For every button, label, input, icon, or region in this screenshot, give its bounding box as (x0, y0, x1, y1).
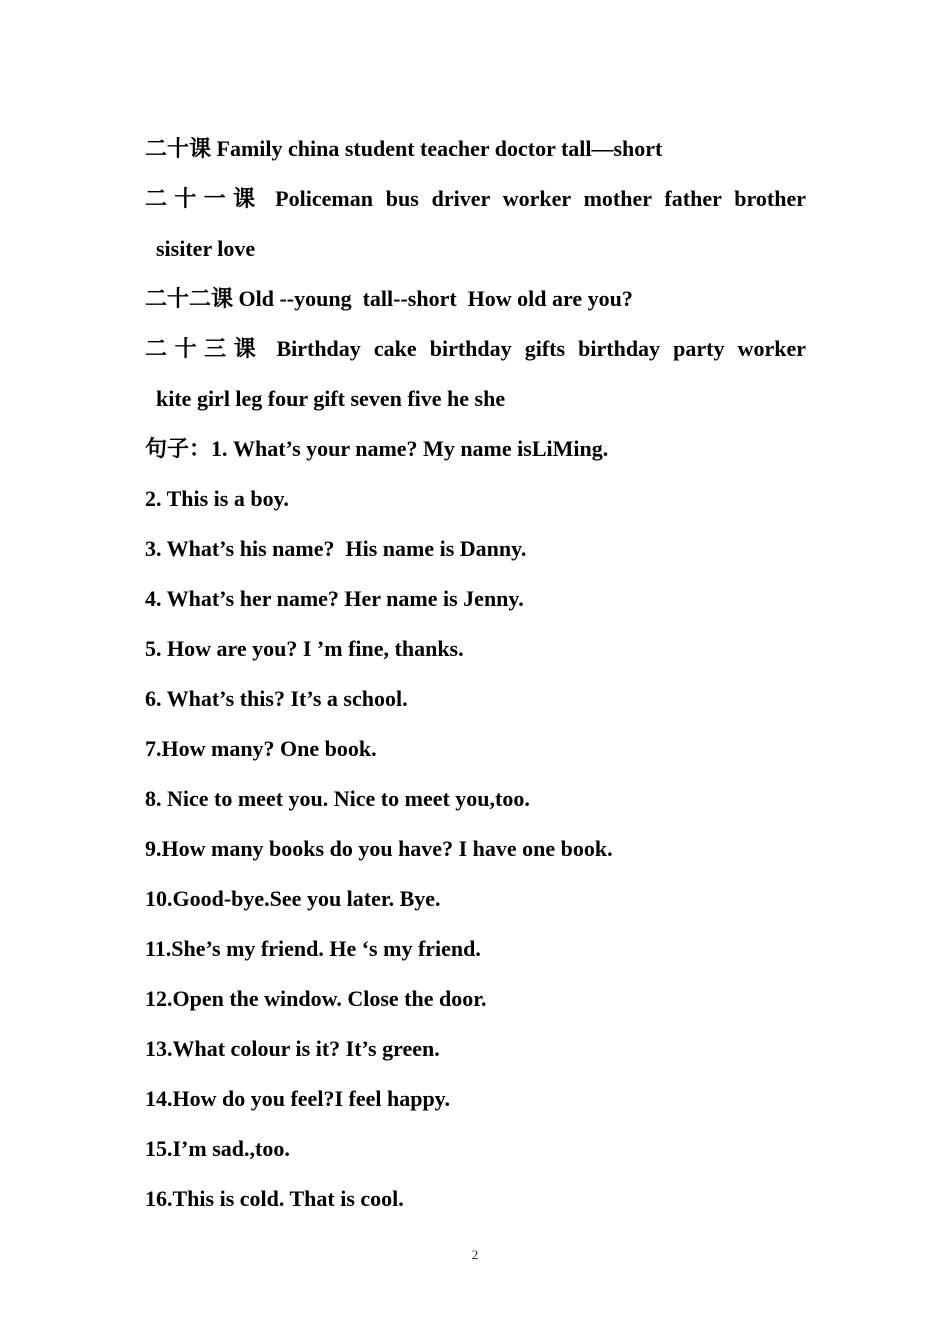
lesson-21-line: 二十一课 Policeman bus driver worker mother father brother (145, 186, 806, 211)
page-number: 2 (471, 1247, 479, 1262)
sentence-4: 4. What’s her name? Her name is Jenny. (145, 586, 524, 611)
lesson-21-continuation: sisiter love (156, 236, 256, 261)
sentence-7: 7.How many? One book. (145, 736, 377, 761)
sentence-16: 16.This is cold. That is cool. (145, 1186, 404, 1211)
sentence-2: 2. This is a boy. (145, 486, 289, 511)
sentence-8: 8. Nice to meet you. Nice to meet you,too. (145, 786, 530, 811)
page-content (145, 124, 806, 1224)
lesson-23-line: 二十三课 Birthday cake birthday gifts birthday party worker (145, 336, 806, 361)
sentence-9: 9.How many books do you have? I have one book. (145, 836, 613, 861)
lesson-20-line: 二十课 Family china student teacher doctor tall—short (145, 136, 663, 161)
sentence-10: 10.Good-bye.See you later. Bye. (145, 886, 441, 911)
sentence-14: 14.How do you feel?I feel happy. (145, 1086, 450, 1111)
sentence-15: 15.I’m sad.,too. (145, 1136, 290, 1161)
sentence-3: 3. What’s his name? His name is Danny. (145, 536, 527, 561)
lesson-23-continuation: kite girl leg four gift seven five he she (156, 386, 506, 411)
sentence-13: 13.What colour is it? It’s green. (145, 1036, 440, 1061)
sentence-1: 句子：1. What’s your name? My name isLiMing. (145, 436, 609, 461)
sentence-11: 11.She’s my friend. He ‘s my friend. (145, 936, 481, 961)
sentence-5: 5. How are you? I ’m fine, thanks. (145, 636, 464, 661)
sentence-6: 6. What’s this? It’s a school. (145, 686, 408, 711)
sentence-12: 12.Open the window. Close the door. (145, 986, 487, 1011)
lesson-22-line: 二十二课 Old --young tall--short How old are you? (145, 286, 633, 311)
